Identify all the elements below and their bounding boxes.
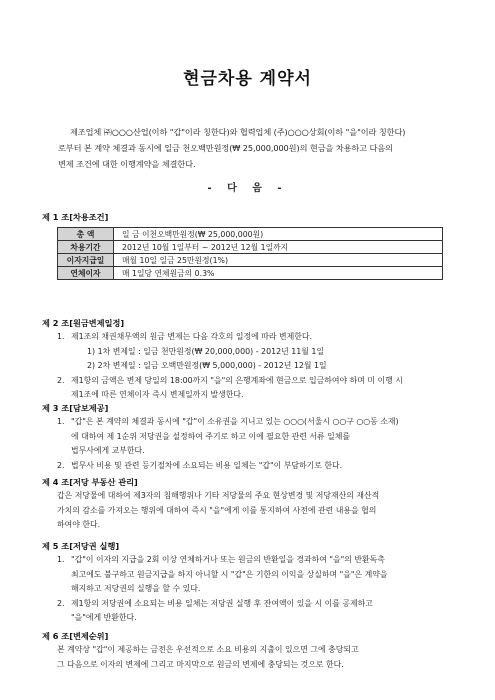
item-number: 2. [57, 375, 65, 385]
list-item [57, 415, 399, 459]
row-value: 매 1일당 연체원금의 0.3% [114, 267, 443, 280]
section-3-heading: 제 3 조[담보제공] [42, 403, 109, 413]
row-value: 2012년 10월 1일부터 ~ 2012년 12월 1일까지 [114, 241, 443, 254]
document-title: 현금차용 계약서 [183, 69, 312, 89]
paragraph-line: 그 다음으로 이자의 변제에 그리고 마지막으로 원금의 변제에 충당되는 것으로 한다. [57, 659, 344, 669]
item-line: 제1조에 따른 연체이자 즉시 변제일까지 발생한다. [71, 390, 244, 399]
section-1-heading: 제 1 조[차용조건] [42, 212, 109, 222]
list-item [57, 459, 399, 474]
row-value: 일 금 이천오백만원정(₩ 25,000,000원) [114, 228, 443, 241]
paragraph-line: 하여야 한다. [57, 520, 101, 529]
list-item [57, 330, 403, 345]
intro-line: 변제 조건에 대한 이행계약을 체결한다. [58, 159, 196, 169]
table-row [58, 267, 443, 280]
item-text: 제1조의 채권채무액의 원금 변제는 다음 각호의 일정에 따라 변제한다. [71, 332, 313, 341]
section-2-heading: 제 2 조[원금변제일정] [42, 318, 125, 328]
section-4-heading: 제 4 조[저당 부동산 관리] [42, 477, 138, 487]
row-label: 차용기간 [58, 241, 114, 254]
item-line: 최고에도 불구하고 원금지급을 하지 아니할 시 "갑"은 기한의 이익을 상실하며 "을"은 계약을 [71, 569, 388, 579]
row-label: 이자지급일 [58, 254, 114, 267]
list-item [57, 374, 403, 403]
item-line: 제1항의 저당권에 소요되는 비용 일체는 저당권 실행 후 잔여액이 있을 시 이를 공제하고 [71, 598, 373, 608]
intro-paragraph [58, 124, 463, 172]
paragraph-line: 본 계약상 "갑"이 제공하는 금전은 우선적으로 소요 비용의 지출이 있으면 그에 충당되고 [57, 645, 359, 654]
section-5-body [57, 553, 388, 626]
item-line: 법무사에게 교부한다. [71, 446, 145, 455]
item-number: 1. [57, 417, 65, 426]
table-row [58, 241, 443, 254]
item-line: "갑"이 이자의 지급을 2회 이상 연체하거나 또는 원금의 반환일을 경과하여 "을"의 반환독촉 [71, 555, 385, 564]
list-item [57, 597, 388, 626]
row-label: 총 액 [58, 228, 114, 241]
section-6-heading: 제 6 조[변제순위] [42, 631, 109, 641]
item-line: 해지하고 저당권의 실행을 할 수 있다. [71, 584, 201, 593]
sub-item: 1) 1차 변제일 : 일금 천만원정(₩ 20,000,000) - 2012년 11월 1일 [87, 346, 325, 356]
row-value: 매월 10일 일금 25만원정(1%) [114, 254, 443, 267]
list-item [57, 553, 388, 597]
item-line: "갑"은 본 계약의 체결과 동시에 "갑"이 소유권을 지니고 있는 ○○○(서울시 ○○구 ○○동 소재) [71, 417, 399, 426]
row-label: 연체이자 [58, 267, 114, 280]
loan-terms-table [57, 227, 443, 280]
item-number: 1. [57, 332, 65, 341]
item-line: "을"에게 반환한다. [71, 613, 137, 622]
item-text: 법무사 비용 및 관련 등기절차에 소요되는 비용 일체는 "갑"이 부담하기로 한다. [71, 460, 343, 470]
intro-line: 제조업체 ㈜○○○산업(이하 "갑"이라 칭한다)와 협력업체 (주)○○○상회(이하 "을"이라 칭한다) [70, 127, 406, 137]
intro-line: 로부터 본 계약 체결과 동시에 일금 천오백만원정(₩ 25,000,000원)의 현금을 차용하고 다음의 [58, 143, 393, 153]
section-5-heading: 제 5 조[저당권 실행] [42, 541, 120, 551]
section-4-body [57, 489, 379, 533]
item-number: 2. [57, 598, 65, 608]
separator-heading: - 다 음 - [207, 183, 288, 194]
paragraph-line: 가치의 감소를 가져오는 행위에 대하여 즉시 "을"에게 이를 통지하여 사전에 관련 내용을 협의 [57, 505, 377, 515]
item-line: 에 대하여 제 1순위 저당권을 설정하여 주기로 하고 이에 필요한 관련 서류 일체를 [71, 431, 351, 441]
item-line: 제1항의 금액은 변제 당일의 18:00까지 "을"의 은행계좌에 현금으로 입금하여야 하며 미 이행 시 [71, 375, 403, 385]
table-row [58, 228, 443, 241]
sub-item: 2) 2차 변제일 : 일금 오백만원정(₩ 5,000,000) - 2012년 12월 1일 [87, 361, 327, 370]
section-2-body [57, 330, 403, 403]
item-number: 2. [57, 460, 65, 470]
table-row [58, 254, 443, 267]
section-3-body [57, 415, 399, 473]
item-number: 1. [57, 555, 65, 564]
paragraph-line: 갑은 저당물에 대하여 제3자의 침해행위나 기타 저당물의 주요 현상변경 및 저당재산의 재산적 [57, 491, 380, 500]
section-6-body [57, 643, 359, 672]
